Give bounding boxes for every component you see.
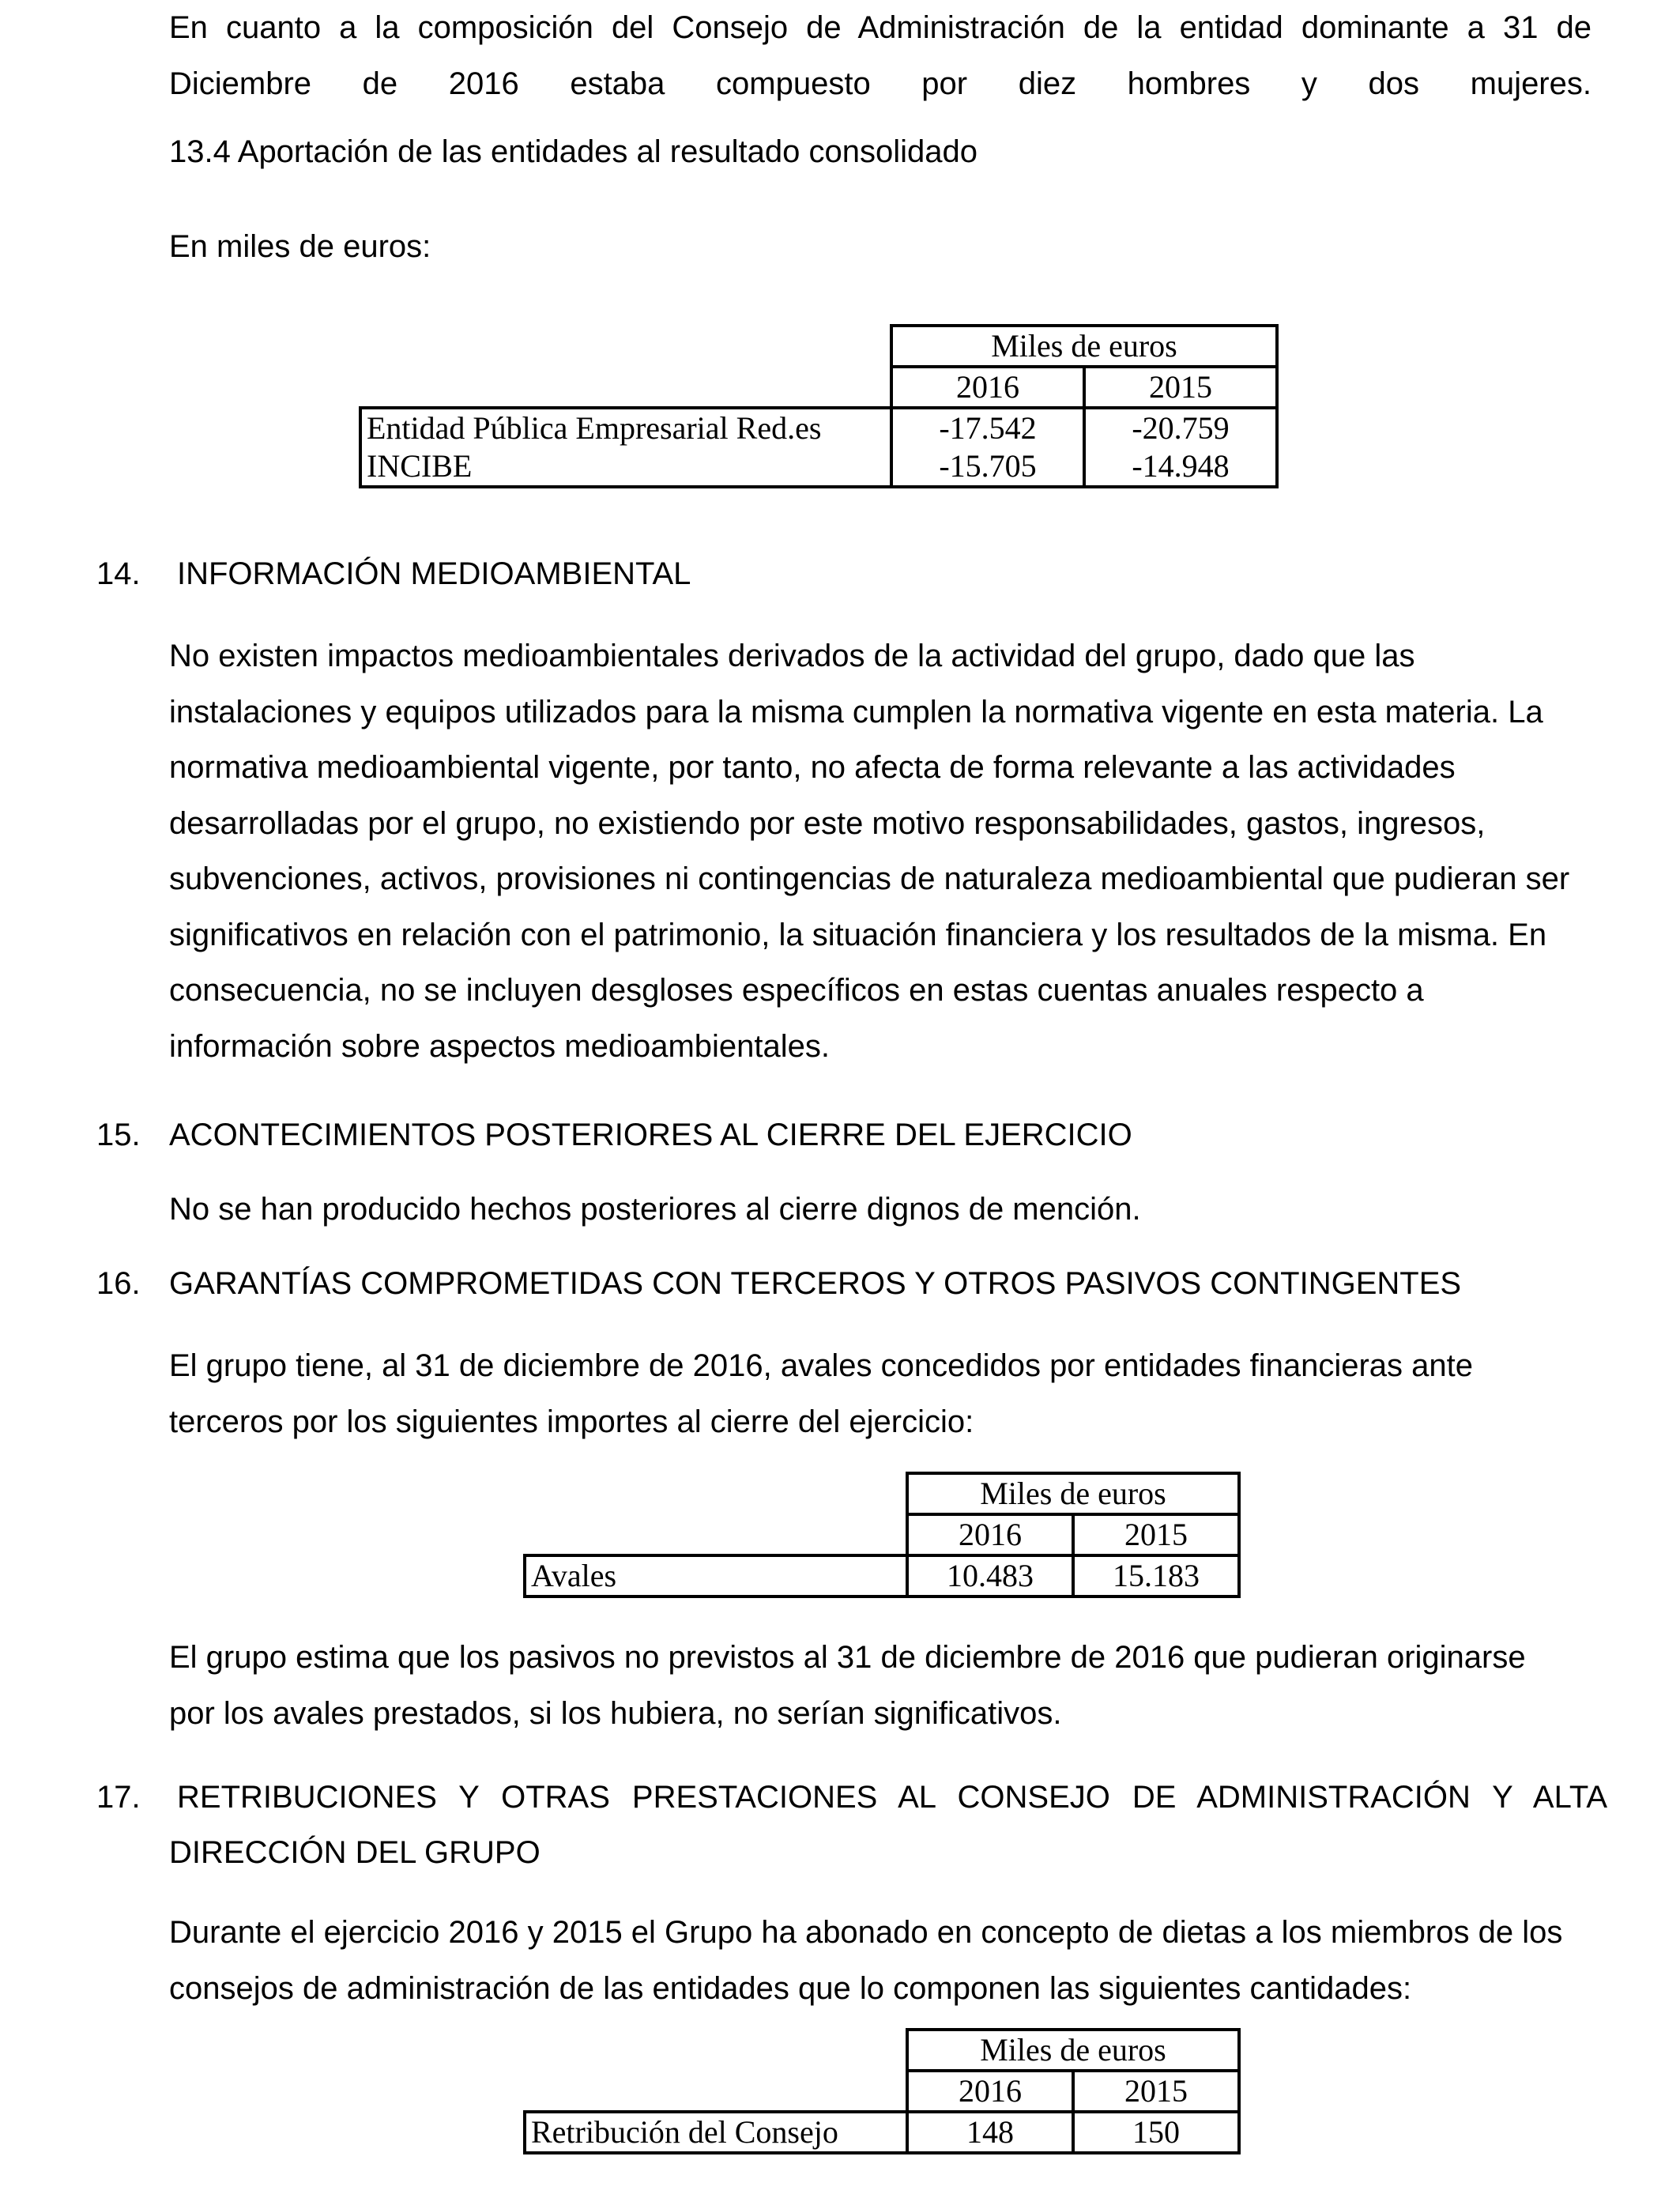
intro-paragraph xyxy=(169,0,1591,111)
section-16-line: El grupo tiene, al 31 de diciembre de 2016, avales concedidos por entidades financieras ante xyxy=(169,1348,1473,1383)
table-row xyxy=(525,2112,1239,2153)
table-year-header: 2016 xyxy=(907,2071,1073,2112)
table-year-header: 2015 xyxy=(1084,367,1277,408)
table-group-header: Miles de euros xyxy=(907,2030,1239,2071)
section-14-title: INFORMACIÓN MEDIOAMBIENTAL xyxy=(177,556,691,591)
section-17-line: consejos de administración de las entidades que lo componen las siguientes cantidades: xyxy=(169,1970,1412,2006)
table-row xyxy=(360,447,1277,487)
section-14-line: consecuencia, no se incluyen desgloses específicos en estas cuentas anuales respecto a xyxy=(169,973,1424,1008)
section-17-title-line-2: DIRECCIÓN DEL GRUPO xyxy=(169,1835,541,1870)
section-15-number: 15. xyxy=(96,1118,141,1152)
section-13-4-subtitle: En miles de euros: xyxy=(169,229,431,264)
table-cell: -14.948 xyxy=(1084,447,1277,487)
table-cell: 150 xyxy=(1073,2112,1239,2153)
section-14-line: normativa medioambiental vigente, por tanto, no afecta de forma relevante a las actividades xyxy=(169,750,1456,785)
section-17-title-line-1: RETRIBUCIONES Y OTRAS PRESTACIONES AL CONSEJO DE ADMINISTRACIÓN Y ALTA xyxy=(177,1780,1607,1815)
section-16-title: GARANTÍAS COMPROMETIDAS CON TERCEROS Y OTROS PASIVOS CONTINGENTES xyxy=(169,1266,1462,1301)
table-row-label: INCIBE xyxy=(360,447,891,487)
table-cell: -17.542 xyxy=(891,408,1084,447)
section-14-line: instalaciones y equipos utilizados para la misma cumplen la normativa vigente en esta materia. La xyxy=(169,694,1543,729)
section-16-after-paragraph xyxy=(169,1630,1591,1741)
table-cell: -15.705 xyxy=(891,447,1084,487)
contribution-table xyxy=(359,324,1279,488)
section-14-line: significativos en relación con el patrimonio, la situación financiera y los resultados de la misma. En xyxy=(169,917,1547,952)
section-17-line: Durante el ejercicio 2016 y 2015 el Grupo ha abonado en concepto de dietas a los miembros de los xyxy=(169,1915,1563,1950)
table-row-label: Retribución del Consejo xyxy=(525,2112,907,2153)
section-15-text: No se han producido hechos posteriores al cierre dignos de mención. xyxy=(169,1192,1141,1227)
section-15-title: ACONTECIMIENTOS POSTERIORES AL CIERRE DEL EJERCICIO xyxy=(169,1118,1132,1152)
section-13-4-heading: 13.4 Aportación de las entidades al resultado consolidado xyxy=(169,134,977,169)
table-row xyxy=(525,1555,1239,1596)
section-16-after-line: por los avales prestados, si los hubiera, no serían significativos. xyxy=(169,1695,1062,1731)
section-16-after-line: El grupo estima que los pasivos no previstos al 31 de diciembre de 2016 que pudieran originarse xyxy=(169,1640,1526,1675)
section-16-line: terceros por los siguientes importes al cierre del ejercicio: xyxy=(169,1404,974,1439)
table-year-header: 2016 xyxy=(907,1514,1073,1555)
section-14-line: subvenciones, activos, provisiones ni contingencias de naturaleza medioambiental que pudieran ser xyxy=(169,861,1570,896)
section-16-number: 16. xyxy=(96,1266,141,1301)
table-group-header: Miles de euros xyxy=(891,326,1277,367)
table-row-label: Avales xyxy=(525,1555,907,1596)
section-14-line: desarrolladas por el grupo, no existiendo por este motivo responsabilidades, gastos, ingresos, xyxy=(169,805,1486,841)
section-17-paragraph xyxy=(169,1905,1591,2016)
table-year-header: 2015 xyxy=(1073,1514,1239,1555)
table-cell: 15.183 xyxy=(1073,1555,1239,1596)
table-cell: 148 xyxy=(907,2112,1073,2153)
guarantees-table xyxy=(523,1472,1241,1598)
section-14-number: 14. xyxy=(96,556,141,591)
section-16-paragraph xyxy=(169,1338,1591,1449)
table-cell: 10.483 xyxy=(907,1555,1073,1596)
table-year-header: 2015 xyxy=(1073,2071,1239,2112)
section-14-line: información sobre aspectos medioambientales. xyxy=(169,1028,830,1064)
table-row xyxy=(360,408,1277,447)
table-row-label: Entidad Pública Empresarial Red.es xyxy=(360,408,891,447)
section-17-number: 17. xyxy=(96,1780,141,1815)
section-14-paragraph xyxy=(169,628,1591,1074)
intro-line-1: En cuanto a la composición del Consejo de Administración de la entidad dominante a 31 de xyxy=(169,10,1591,45)
board-compensation-table xyxy=(523,2028,1241,2154)
table-cell: -20.759 xyxy=(1084,408,1277,447)
table-group-header: Miles de euros xyxy=(907,1473,1239,1514)
table-year-header: 2016 xyxy=(891,367,1084,408)
intro-line-2: Diciembre de 2016 estaba compuesto por diez hombres y dos mujeres. xyxy=(169,66,1591,101)
section-14-line: No existen impactos medioambientales derivados de la actividad del grupo, dado que las xyxy=(169,639,1415,673)
